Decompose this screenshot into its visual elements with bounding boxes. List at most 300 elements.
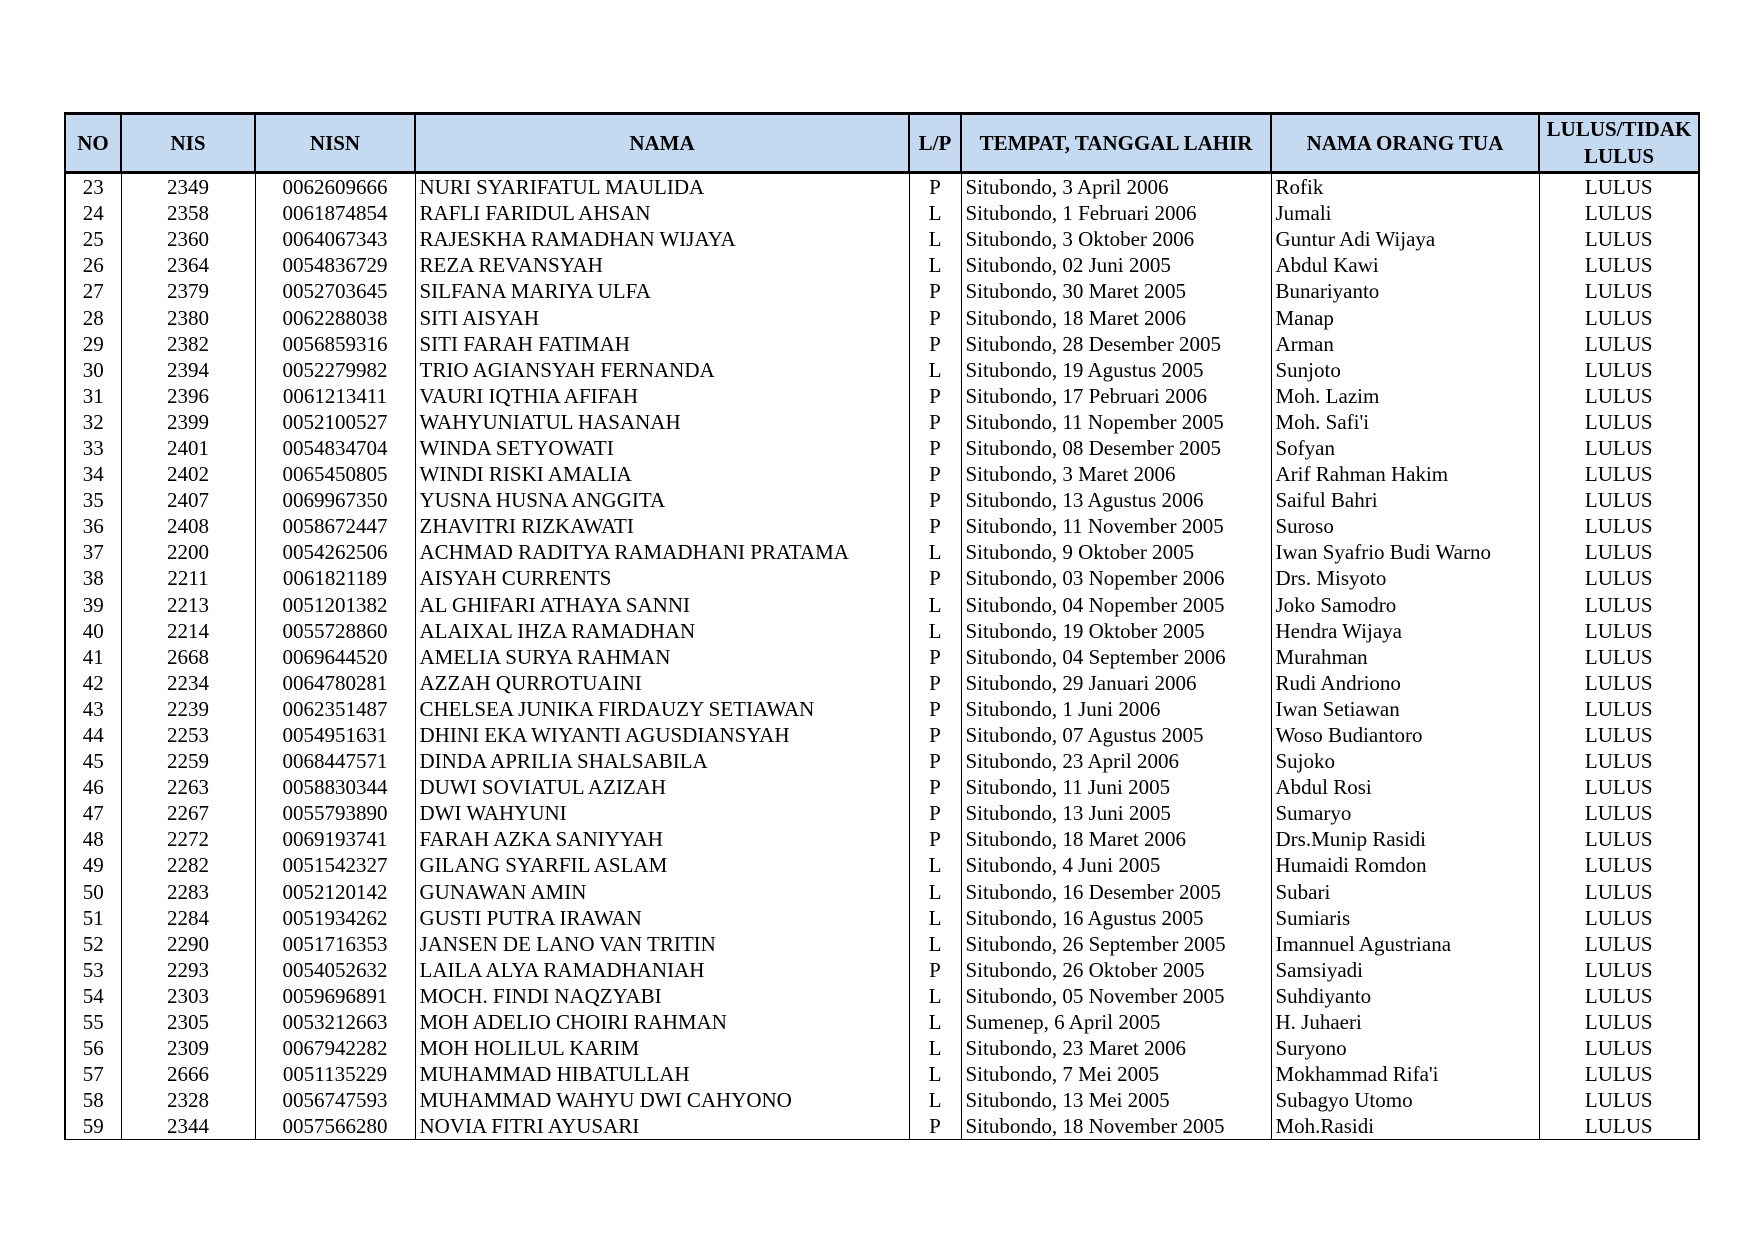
cell-lp: P	[909, 696, 961, 722]
cell-nis: 2401	[121, 435, 255, 461]
cell-ttl: Situbondo, 11 Juni 2005	[961, 774, 1271, 800]
cell-nama: AMELIA SURYA RAHMAN	[415, 644, 909, 670]
cell-ttl: Situbondo, 4 Juni 2005	[961, 852, 1271, 878]
cell-nama: DINDA APRILIA SHALSABILA	[415, 748, 909, 774]
table-row	[65, 879, 1699, 905]
cell-nama: YUSNA HUSNA ANGGITA	[415, 487, 909, 513]
cell-nis: 2399	[121, 409, 255, 435]
cell-status: LULUS	[1539, 931, 1699, 957]
cell-nama: GUNAWAN AMIN	[415, 879, 909, 905]
cell-lp: L	[909, 1087, 961, 1113]
cell-lp: L	[909, 1009, 961, 1035]
table-row	[65, 774, 1699, 800]
cell-nisn: 0058830344	[255, 774, 415, 800]
cell-nama: RAFLI FARIDUL AHSAN	[415, 200, 909, 226]
cell-ortu: Joko Samodro	[1271, 592, 1539, 618]
cell-nama: DHINI EKA WIYANTI AGUSDIANSYAH	[415, 722, 909, 748]
cell-nisn: 0056747593	[255, 1087, 415, 1113]
cell-no: 59	[65, 1113, 121, 1140]
cell-nisn: 0065450805	[255, 461, 415, 487]
cell-status: LULUS	[1539, 357, 1699, 383]
cell-nis: 2293	[121, 957, 255, 983]
cell-lp: P	[909, 383, 961, 409]
cell-ttl: Situbondo, 19 Oktober 2005	[961, 618, 1271, 644]
cell-nisn: 0061821189	[255, 565, 415, 591]
cell-nisn: 0059696891	[255, 983, 415, 1009]
cell-ttl: Situbondo, 08 Desember 2005	[961, 435, 1271, 461]
cell-nisn: 0051934262	[255, 905, 415, 931]
cell-nis: 2272	[121, 826, 255, 852]
cell-nis: 2253	[121, 722, 255, 748]
cell-lp: P	[909, 461, 961, 487]
cell-no: 37	[65, 539, 121, 565]
cell-status: LULUS	[1539, 826, 1699, 852]
cell-status: LULUS	[1539, 173, 1699, 201]
cell-nama: JANSEN DE LANO VAN TRITIN	[415, 931, 909, 957]
cell-nis: 2668	[121, 644, 255, 670]
cell-status: LULUS	[1539, 592, 1699, 618]
cell-status: LULUS	[1539, 774, 1699, 800]
cell-ortu: Sujoko	[1271, 748, 1539, 774]
cell-lp: P	[909, 826, 961, 852]
table-row	[65, 226, 1699, 252]
cell-ttl: Situbondo, 16 Agustus 2005	[961, 905, 1271, 931]
cell-nis: 2380	[121, 304, 255, 330]
cell-ttl: Situbondo, 29 Januari 2006	[961, 670, 1271, 696]
cell-nisn: 0056859316	[255, 331, 415, 357]
table-row	[65, 931, 1699, 957]
cell-nis: 2358	[121, 200, 255, 226]
cell-lp: L	[909, 1035, 961, 1061]
cell-ortu: Hendra Wijaya	[1271, 618, 1539, 644]
header-nama: NAMA	[415, 114, 909, 173]
cell-nisn: 0054262506	[255, 539, 415, 565]
cell-lp: L	[909, 931, 961, 957]
cell-no: 49	[65, 852, 121, 878]
cell-nisn: 0068447571	[255, 748, 415, 774]
cell-no: 42	[65, 670, 121, 696]
cell-ortu: Bunariyanto	[1271, 278, 1539, 304]
cell-no: 38	[65, 565, 121, 591]
cell-nis: 2364	[121, 252, 255, 278]
cell-no: 40	[65, 618, 121, 644]
cell-no: 27	[65, 278, 121, 304]
table-row	[65, 1009, 1699, 1035]
cell-ttl: Situbondo, 11 Nopember 2005	[961, 409, 1271, 435]
cell-nisn: 0062288038	[255, 304, 415, 330]
table-row	[65, 722, 1699, 748]
cell-ttl: Sumenep, 6 April 2005	[961, 1009, 1271, 1035]
cell-ortu: Iwan Syafrio Budi Warno	[1271, 539, 1539, 565]
cell-no: 41	[65, 644, 121, 670]
cell-ortu: Moh.Rasidi	[1271, 1113, 1539, 1140]
cell-ortu: Arif Rahman Hakim	[1271, 461, 1539, 487]
cell-ortu: Sumiaris	[1271, 905, 1539, 931]
table-row	[65, 696, 1699, 722]
cell-nama: ACHMAD RADITYA RAMADHANI PRATAMA	[415, 539, 909, 565]
table-row	[65, 331, 1699, 357]
cell-nama: WINDI RISKI AMALIA	[415, 461, 909, 487]
cell-lp: P	[909, 435, 961, 461]
cell-no: 48	[65, 826, 121, 852]
cell-ttl: Situbondo, 19 Agustus 2005	[961, 357, 1271, 383]
table-row	[65, 539, 1699, 565]
cell-lp: L	[909, 852, 961, 878]
cell-status: LULUS	[1539, 1061, 1699, 1087]
cell-no: 31	[65, 383, 121, 409]
cell-nis: 2344	[121, 1113, 255, 1140]
cell-nisn: 0051135229	[255, 1061, 415, 1087]
cell-lp: P	[909, 774, 961, 800]
cell-nama: GUSTI PUTRA IRAWAN	[415, 905, 909, 931]
cell-nama: AL GHIFARI ATHAYA SANNI	[415, 592, 909, 618]
cell-nisn: 0054834704	[255, 435, 415, 461]
cell-no: 34	[65, 461, 121, 487]
cell-status: LULUS	[1539, 957, 1699, 983]
cell-nis: 2408	[121, 513, 255, 539]
cell-lp: P	[909, 722, 961, 748]
cell-no: 28	[65, 304, 121, 330]
cell-nisn: 0055793890	[255, 800, 415, 826]
cell-status: LULUS	[1539, 983, 1699, 1009]
cell-lp: P	[909, 487, 961, 513]
cell-nama: DWI WAHYUNI	[415, 800, 909, 826]
cell-status: LULUS	[1539, 852, 1699, 878]
cell-ttl: Situbondo, 04 Nopember 2005	[961, 592, 1271, 618]
cell-ortu: Moh. Safi'i	[1271, 409, 1539, 435]
cell-ttl: Situbondo, 28 Desember 2005	[961, 331, 1271, 357]
cell-ortu: Iwan Setiawan	[1271, 696, 1539, 722]
cell-no: 32	[65, 409, 121, 435]
cell-nama: VAURI IQTHIA AFIFAH	[415, 383, 909, 409]
cell-ttl: Situbondo, 9 Oktober 2005	[961, 539, 1271, 565]
cell-no: 25	[65, 226, 121, 252]
table-row	[65, 826, 1699, 852]
cell-ttl: Situbondo, 23 April 2006	[961, 748, 1271, 774]
cell-ttl: Situbondo, 18 Maret 2006	[961, 826, 1271, 852]
table-row	[65, 957, 1699, 983]
cell-no: 57	[65, 1061, 121, 1087]
cell-status: LULUS	[1539, 304, 1699, 330]
cell-status: LULUS	[1539, 800, 1699, 826]
cell-nis: 2239	[121, 696, 255, 722]
header-status: LULUS/TIDAK LULUS	[1539, 114, 1699, 173]
cell-nis: 2283	[121, 879, 255, 905]
cell-nis: 2666	[121, 1061, 255, 1087]
table-row	[65, 383, 1699, 409]
cell-no: 54	[65, 983, 121, 1009]
cell-no: 26	[65, 252, 121, 278]
cell-ortu: Imannuel Agustriana	[1271, 931, 1539, 957]
table-row	[65, 644, 1699, 670]
cell-nama: SITI AISYAH	[415, 304, 909, 330]
cell-ortu: H. Juhaeri	[1271, 1009, 1539, 1035]
cell-lp: P	[909, 644, 961, 670]
cell-no: 43	[65, 696, 121, 722]
cell-ttl: Situbondo, 07 Agustus 2005	[961, 722, 1271, 748]
cell-no: 52	[65, 931, 121, 957]
table-row	[65, 200, 1699, 226]
cell-status: LULUS	[1539, 1113, 1699, 1140]
cell-lp: L	[909, 252, 961, 278]
cell-ortu: Saiful Bahri	[1271, 487, 1539, 513]
cell-nama: MUHAMMAD HIBATULLAH	[415, 1061, 909, 1087]
cell-status: LULUS	[1539, 409, 1699, 435]
cell-nis: 2200	[121, 539, 255, 565]
cell-no: 47	[65, 800, 121, 826]
table-row	[65, 748, 1699, 774]
cell-nisn: 0062351487	[255, 696, 415, 722]
cell-nama: AZZAH QURROTUAINI	[415, 670, 909, 696]
table-row	[65, 565, 1699, 591]
graduation-table	[64, 112, 1700, 1140]
cell-lp: L	[909, 200, 961, 226]
cell-lp: L	[909, 618, 961, 644]
cell-ortu: Subari	[1271, 879, 1539, 905]
cell-ttl: Situbondo, 23 Maret 2006	[961, 1035, 1271, 1061]
cell-nis: 2284	[121, 905, 255, 931]
cell-nisn: 0069967350	[255, 487, 415, 513]
cell-status: LULUS	[1539, 383, 1699, 409]
cell-lp: P	[909, 173, 961, 201]
cell-lp: L	[909, 592, 961, 618]
cell-nisn: 0062609666	[255, 173, 415, 201]
cell-ortu: Murahman	[1271, 644, 1539, 670]
cell-nisn: 0051542327	[255, 852, 415, 878]
cell-ortu: Suhdiyanto	[1271, 983, 1539, 1009]
cell-nis: 2259	[121, 748, 255, 774]
cell-ttl: Situbondo, 04 September 2006	[961, 644, 1271, 670]
header-row	[65, 114, 1699, 173]
cell-status: LULUS	[1539, 565, 1699, 591]
cell-status: LULUS	[1539, 1009, 1699, 1035]
cell-no: 51	[65, 905, 121, 931]
cell-ortu: Samsiyadi	[1271, 957, 1539, 983]
cell-status: LULUS	[1539, 539, 1699, 565]
cell-nama: FARAH AZKA SANIYYAH	[415, 826, 909, 852]
cell-nisn: 0055728860	[255, 618, 415, 644]
cell-nis: 2407	[121, 487, 255, 513]
cell-nis: 2214	[121, 618, 255, 644]
cell-ttl: Situbondo, 26 Oktober 2005	[961, 957, 1271, 983]
cell-nis: 2267	[121, 800, 255, 826]
cell-ttl: Situbondo, 05 November 2005	[961, 983, 1271, 1009]
cell-lp: L	[909, 1061, 961, 1087]
cell-nis: 2349	[121, 173, 255, 201]
cell-nis: 2263	[121, 774, 255, 800]
cell-nama: DUWI SOVIATUL AZIZAH	[415, 774, 909, 800]
cell-status: LULUS	[1539, 200, 1699, 226]
cell-no: 45	[65, 748, 121, 774]
cell-status: LULUS	[1539, 1087, 1699, 1113]
table-row	[65, 983, 1699, 1009]
cell-nama: MOCH. FINDI NAQZYABI	[415, 983, 909, 1009]
cell-status: LULUS	[1539, 226, 1699, 252]
cell-nisn: 0052703645	[255, 278, 415, 304]
table-row	[65, 461, 1699, 487]
cell-lp: P	[909, 331, 961, 357]
cell-ortu: Abdul Rosi	[1271, 774, 1539, 800]
cell-lp: P	[909, 513, 961, 539]
cell-ttl: Situbondo, 13 Agustus 2006	[961, 487, 1271, 513]
cell-nisn: 0067942282	[255, 1035, 415, 1061]
cell-lp: P	[909, 304, 961, 330]
cell-nisn: 0058672447	[255, 513, 415, 539]
header-nisn: NISN	[255, 114, 415, 173]
table-row	[65, 800, 1699, 826]
cell-nis: 2396	[121, 383, 255, 409]
cell-ortu: Arman	[1271, 331, 1539, 357]
cell-no: 29	[65, 331, 121, 357]
cell-nama: ZHAVITRI RIZKAWATI	[415, 513, 909, 539]
header-nis: NIS	[121, 114, 255, 173]
header-ortu: NAMA ORANG TUA	[1271, 114, 1539, 173]
cell-nisn: 0069644520	[255, 644, 415, 670]
cell-ttl: Situbondo, 26 September 2005	[961, 931, 1271, 957]
cell-nama: NURI SYARIFATUL MAULIDA	[415, 173, 909, 201]
cell-status: LULUS	[1539, 618, 1699, 644]
cell-lp: P	[909, 670, 961, 696]
cell-ttl: Situbondo, 3 Oktober 2006	[961, 226, 1271, 252]
cell-nama: SILFANA MARIYA ULFA	[415, 278, 909, 304]
table-row	[65, 435, 1699, 461]
cell-ortu: Rudi Andriono	[1271, 670, 1539, 696]
cell-ortu: Drs.Munip Rasidi	[1271, 826, 1539, 852]
cell-nama: RAJESKHA RAMADHAN WIJAYA	[415, 226, 909, 252]
cell-nis: 2213	[121, 592, 255, 618]
cell-no: 23	[65, 173, 121, 201]
cell-no: 50	[65, 879, 121, 905]
table-row	[65, 304, 1699, 330]
cell-nis: 2305	[121, 1009, 255, 1035]
cell-ttl: Situbondo, 03 Nopember 2006	[961, 565, 1271, 591]
cell-status: LULUS	[1539, 879, 1699, 905]
cell-no: 58	[65, 1087, 121, 1113]
cell-status: LULUS	[1539, 644, 1699, 670]
cell-nisn: 0052100527	[255, 409, 415, 435]
cell-nisn: 0064067343	[255, 226, 415, 252]
cell-ortu: Subagyo Utomo	[1271, 1087, 1539, 1113]
cell-nama: AISYAH CURRENTS	[415, 565, 909, 591]
cell-ortu: Suroso	[1271, 513, 1539, 539]
cell-no: 30	[65, 357, 121, 383]
cell-status: LULUS	[1539, 487, 1699, 513]
table-row	[65, 852, 1699, 878]
table-row	[65, 487, 1699, 513]
cell-status: LULUS	[1539, 748, 1699, 774]
cell-nisn: 0054836729	[255, 252, 415, 278]
table-row	[65, 1113, 1699, 1140]
cell-ortu: Sunjoto	[1271, 357, 1539, 383]
cell-lp: L	[909, 983, 961, 1009]
cell-nis: 2382	[121, 331, 255, 357]
cell-nis: 2328	[121, 1087, 255, 1113]
cell-nisn: 0054052632	[255, 957, 415, 983]
table-row	[65, 1087, 1699, 1113]
cell-ttl: Situbondo, 13 Mei 2005	[961, 1087, 1271, 1113]
cell-ortu: Humaidi Romdon	[1271, 852, 1539, 878]
cell-ortu: Jumali	[1271, 200, 1539, 226]
cell-status: LULUS	[1539, 696, 1699, 722]
table-row	[65, 618, 1699, 644]
cell-nama: GILANG SYARFIL ASLAM	[415, 852, 909, 878]
cell-nama: SITI FARAH FATIMAH	[415, 331, 909, 357]
cell-ttl: Situbondo, 3 Maret 2006	[961, 461, 1271, 487]
cell-status: LULUS	[1539, 331, 1699, 357]
cell-nisn: 0053212663	[255, 1009, 415, 1035]
cell-nama: MOH ADELIO CHOIRI RAHMAN	[415, 1009, 909, 1035]
cell-nis: 2282	[121, 852, 255, 878]
cell-status: LULUS	[1539, 905, 1699, 931]
table-row	[65, 1061, 1699, 1087]
cell-nama: TRIO AGIANSYAH FERNANDA	[415, 357, 909, 383]
cell-ttl: Situbondo, 13 Juni 2005	[961, 800, 1271, 826]
cell-lp: L	[909, 879, 961, 905]
table-header	[65, 114, 1699, 173]
cell-nisn: 0051201382	[255, 592, 415, 618]
table-row	[65, 592, 1699, 618]
cell-nisn: 0052279982	[255, 357, 415, 383]
cell-ortu: Sumaryo	[1271, 800, 1539, 826]
cell-nis: 2360	[121, 226, 255, 252]
table-row	[65, 1035, 1699, 1061]
cell-nama: WAHYUNIATUL HASANAH	[415, 409, 909, 435]
cell-nama: REZA REVANSYAH	[415, 252, 909, 278]
cell-nisn: 0051716353	[255, 931, 415, 957]
cell-no: 35	[65, 487, 121, 513]
cell-ortu: Drs. Misyoto	[1271, 565, 1539, 591]
cell-status: LULUS	[1539, 670, 1699, 696]
cell-ttl: Situbondo, 16 Desember 2005	[961, 879, 1271, 905]
cell-nis: 2211	[121, 565, 255, 591]
cell-nis: 2290	[121, 931, 255, 957]
cell-nama: MUHAMMAD WAHYU DWI CAHYONO	[415, 1087, 909, 1113]
cell-ttl: Situbondo, 3 April 2006	[961, 173, 1271, 201]
cell-nis: 2303	[121, 983, 255, 1009]
cell-status: LULUS	[1539, 513, 1699, 539]
cell-ortu: Sofyan	[1271, 435, 1539, 461]
cell-status: LULUS	[1539, 722, 1699, 748]
cell-ortu: Abdul Kawi	[1271, 252, 1539, 278]
cell-nis: 2394	[121, 357, 255, 383]
cell-nis: 2234	[121, 670, 255, 696]
cell-nisn: 0061213411	[255, 383, 415, 409]
table-body	[65, 173, 1699, 1140]
cell-lp: L	[909, 357, 961, 383]
cell-ttl: Situbondo, 1 Februari 2006	[961, 200, 1271, 226]
cell-lp: P	[909, 957, 961, 983]
table-row	[65, 252, 1699, 278]
cell-nama: ALAIXAL IHZA RAMADHAN	[415, 618, 909, 644]
cell-lp: L	[909, 905, 961, 931]
cell-lp: P	[909, 565, 961, 591]
cell-no: 33	[65, 435, 121, 461]
cell-ortu: Manap	[1271, 304, 1539, 330]
cell-ortu: Woso Budiantoro	[1271, 722, 1539, 748]
cell-status: LULUS	[1539, 278, 1699, 304]
cell-ttl: Situbondo, 7 Mei 2005	[961, 1061, 1271, 1087]
cell-ttl: Situbondo, 18 November 2005	[961, 1113, 1271, 1140]
cell-status: LULUS	[1539, 1035, 1699, 1061]
cell-lp: P	[909, 748, 961, 774]
cell-nisn: 0061874854	[255, 200, 415, 226]
cell-ortu: Guntur Adi Wijaya	[1271, 226, 1539, 252]
cell-no: 36	[65, 513, 121, 539]
cell-ortu: Rofik	[1271, 173, 1539, 201]
table-row	[65, 173, 1699, 201]
cell-nisn: 0057566280	[255, 1113, 415, 1140]
cell-ttl: Situbondo, 11 November 2005	[961, 513, 1271, 539]
